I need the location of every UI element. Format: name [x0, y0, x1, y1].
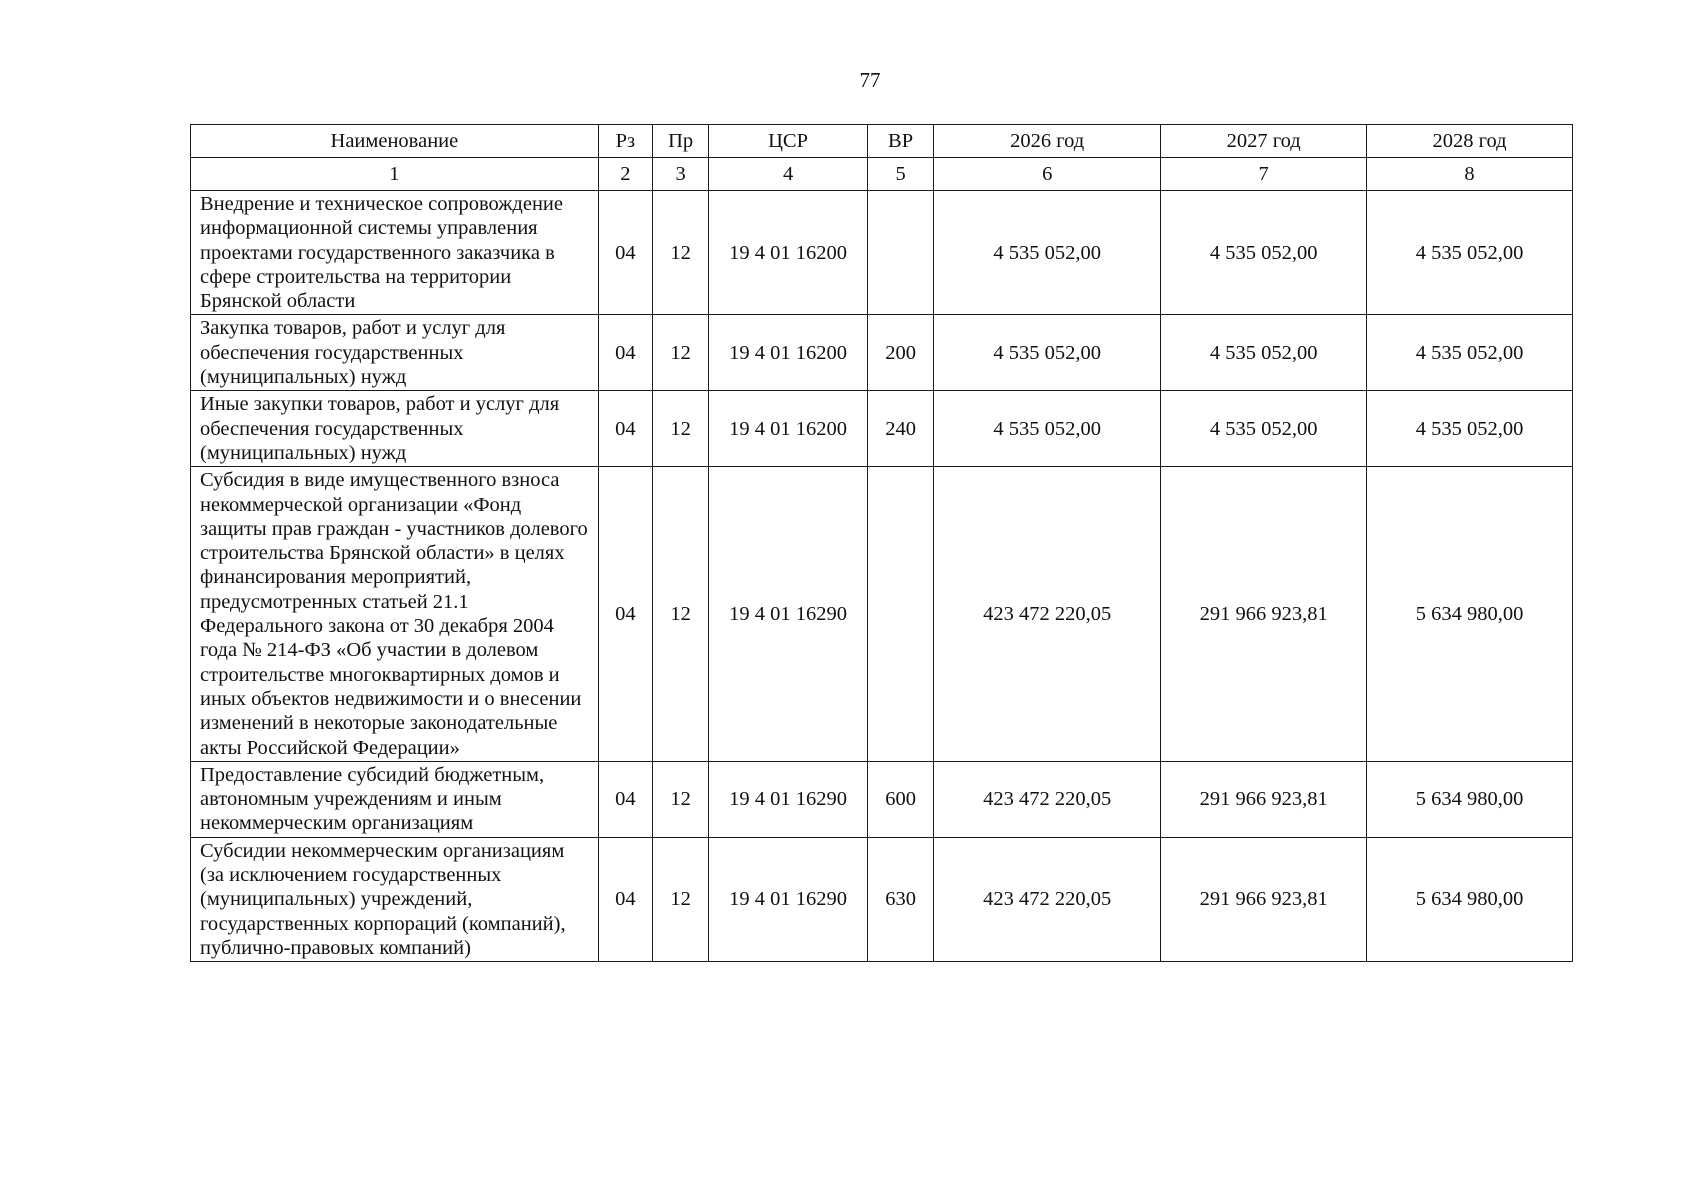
column-number: 8	[1367, 158, 1573, 191]
row-2026: 423 472 220,05	[934, 467, 1161, 762]
row-name: Предоставление субсидий бюджетным, автономным учреждениям и иным некоммерческим организациям	[191, 761, 599, 837]
row-name: Субсидии некоммерческим организациям (за исключением государственных (муниципальных) учреждений, государственных корпораций (компаний), публично-правовых компаний)	[191, 837, 599, 961]
header-name: Наименование	[191, 125, 599, 158]
row-vr	[867, 467, 933, 762]
column-number: 7	[1161, 158, 1367, 191]
row-name: Иные закупки товаров, работ и услуг для обеспечения государственных (муниципальных) нужд	[191, 391, 599, 467]
row-pr: 12	[653, 837, 709, 961]
row-2026: 4 535 052,00	[934, 391, 1161, 467]
row-vr	[867, 191, 933, 315]
row-pr: 12	[653, 191, 709, 315]
row-csr: 19 4 01 16290	[709, 837, 868, 961]
header-rz: Рз	[598, 125, 652, 158]
table-row	[191, 315, 1573, 391]
row-2026: 423 472 220,05	[934, 761, 1161, 837]
table-row	[191, 467, 1573, 762]
row-2027: 291 966 923,81	[1161, 761, 1367, 837]
row-2028: 5 634 980,00	[1367, 761, 1573, 837]
row-2027: 4 535 052,00	[1161, 391, 1367, 467]
table-row	[191, 191, 1573, 315]
row-vr: 630	[867, 837, 933, 961]
column-number: 1	[191, 158, 599, 191]
row-rz: 04	[598, 391, 652, 467]
row-rz: 04	[598, 191, 652, 315]
row-csr: 19 4 01 16200	[709, 315, 868, 391]
row-rz: 04	[598, 837, 652, 961]
row-csr: 19 4 01 16290	[709, 761, 868, 837]
row-2026: 423 472 220,05	[934, 837, 1161, 961]
row-vr: 200	[867, 315, 933, 391]
column-number-row	[191, 158, 1573, 191]
header-pr: Пр	[653, 125, 709, 158]
header-vr: ВР	[867, 125, 933, 158]
row-csr: 19 4 01 16290	[709, 467, 868, 762]
row-name: Субсидия в виде имущественного взноса некоммерческой организации «Фонд защиты прав граждан - участников долевого строительства Брянской области» в целях финансирования мероприятий, предусмотренных статьей 21.1 Федерального закона от 30 декабря 2004 года № 214-ФЗ «Об участии в долевом строительстве многоквартирных домов и иных объектов недвижимости и о внесении изменений в некоторые законодательные акты Российской Федерации»	[191, 467, 599, 762]
column-number: 4	[709, 158, 868, 191]
header-2027: 2027 год	[1161, 125, 1367, 158]
row-2028: 5 634 980,00	[1367, 837, 1573, 961]
row-csr: 19 4 01 16200	[709, 391, 868, 467]
row-pr: 12	[653, 761, 709, 837]
column-number: 6	[934, 158, 1161, 191]
row-2026: 4 535 052,00	[934, 191, 1161, 315]
row-2028: 4 535 052,00	[1367, 315, 1573, 391]
row-vr: 240	[867, 391, 933, 467]
row-pr: 12	[653, 467, 709, 762]
column-number: 3	[653, 158, 709, 191]
row-2026: 4 535 052,00	[934, 315, 1161, 391]
column-number: 5	[867, 158, 933, 191]
row-2027: 291 966 923,81	[1161, 467, 1367, 762]
row-vr: 600	[867, 761, 933, 837]
row-2027: 291 966 923,81	[1161, 837, 1367, 961]
table-row	[191, 761, 1573, 837]
header-csr: ЦСР	[709, 125, 868, 158]
page-number: 77	[859, 68, 881, 92]
row-name: Внедрение и техническое сопровождение информационной системы управления проектами государственного заказчика в сфере строительства на территории Брянской области	[191, 191, 599, 315]
row-2028: 4 535 052,00	[1367, 391, 1573, 467]
column-number: 2	[598, 158, 652, 191]
row-csr: 19 4 01 16200	[709, 191, 868, 315]
header-2026: 2026 год	[934, 125, 1161, 158]
row-2027: 4 535 052,00	[1161, 191, 1367, 315]
header-row	[191, 125, 1573, 158]
row-rz: 04	[598, 467, 652, 762]
table-row	[191, 391, 1573, 467]
budget-table	[190, 124, 1573, 962]
row-rz: 04	[598, 315, 652, 391]
row-pr: 12	[653, 391, 709, 467]
row-name: Закупка товаров, работ и услуг для обеспечения государственных (муниципальных) нужд	[191, 315, 599, 391]
header-2028: 2028 год	[1367, 125, 1573, 158]
row-2027: 4 535 052,00	[1161, 315, 1367, 391]
row-pr: 12	[653, 315, 709, 391]
table-row	[191, 837, 1573, 961]
row-2028: 4 535 052,00	[1367, 191, 1573, 315]
row-rz: 04	[598, 761, 652, 837]
row-2028: 5 634 980,00	[1367, 467, 1573, 762]
